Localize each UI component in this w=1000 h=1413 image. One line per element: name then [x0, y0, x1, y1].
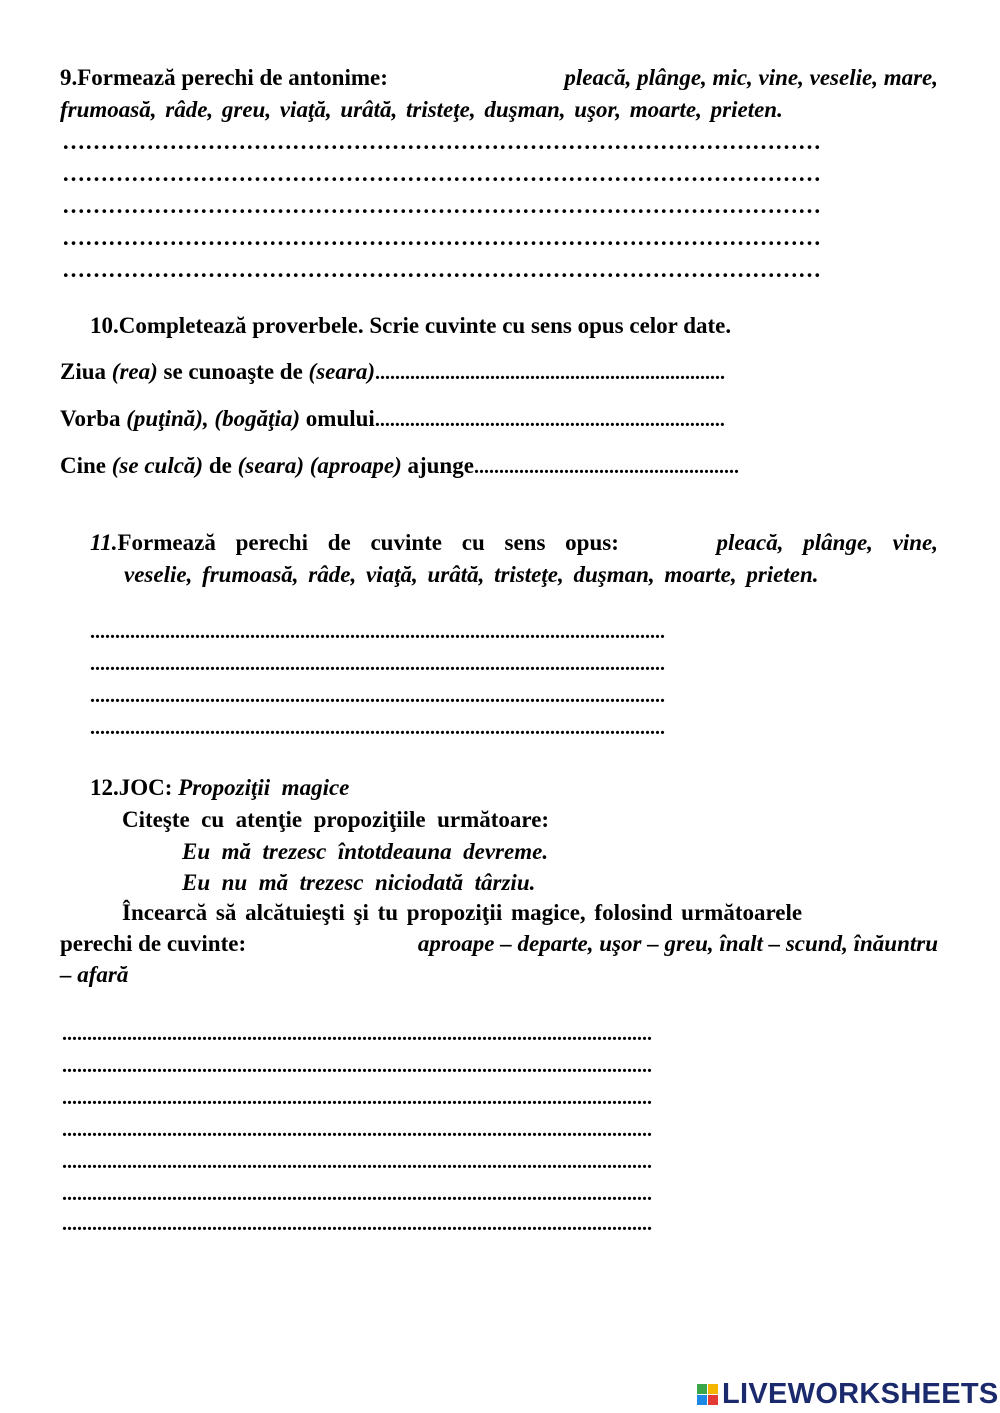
- text: Ziua: [60, 359, 112, 384]
- logo-square: [697, 1395, 707, 1405]
- ex9-words-line1: pleacă, plânge, mic, vine, veselie, mare,: [564, 65, 938, 90]
- text: ajunge: [401, 453, 474, 478]
- answer-line[interactable]: ......................................................................................................................: [62, 1152, 652, 1172]
- answer-line[interactable]: ......................................................................................................................: [62, 1088, 652, 1108]
- ex12-task-text: perechi de cuvinte:: [60, 931, 247, 956]
- answer-line[interactable]: ………………………………………………………………………………………: [62, 194, 821, 217]
- ex11-words-line2: veselie, frumoasă, râde, viaţă, urâtă, tristeţe, duşman, moarte, prieten.: [124, 562, 819, 587]
- text: omului: [300, 406, 375, 431]
- text: Cine: [60, 453, 112, 478]
- liveworksheets-logo: [697, 1379, 999, 1409]
- ex11-line1: [90, 531, 938, 554]
- ex10-proverb-2: [60, 407, 725, 430]
- answer-line[interactable]: ...................................................................................................................: [90, 622, 665, 642]
- hint: (se culcă): [111, 453, 204, 478]
- answer-line[interactable]: ......................................................................................................................: [62, 1024, 652, 1044]
- answer-line[interactable]: ......................................................................................................................: [62, 1214, 652, 1234]
- answer-line[interactable]: ...................................................................................................................: [90, 686, 665, 706]
- ex11-number: 11.: [90, 530, 118, 555]
- ex11-label: Formează perechi de cuvinte cu sens opus:: [117, 530, 619, 555]
- ex12-word-pairs: aproape – departe, uşor – greu, înalt – scund, înăuntru: [417, 931, 938, 956]
- text: de: [203, 453, 238, 478]
- ex12-task-line1: [122, 901, 938, 924]
- logo-square: [697, 1384, 707, 1394]
- ex12-task-line2: [60, 932, 938, 955]
- answer-blank[interactable]: ......................................................................: [374, 362, 725, 384]
- logo-text: LIVEWORKSHEETS: [722, 1377, 999, 1410]
- answer-line[interactable]: ......................................................................................................................: [62, 1056, 652, 1076]
- ex12-title: 12.JOC:: [90, 775, 173, 800]
- logo-square: [708, 1395, 718, 1405]
- hint: (rea): [111, 359, 158, 384]
- ex9-line1: [60, 66, 938, 89]
- hint: (puţină), (bogăţia): [126, 406, 301, 431]
- ex12-word-pairs-end: – afară: [60, 962, 129, 987]
- answer-blank[interactable]: .....................................................: [473, 456, 739, 478]
- answer-line[interactable]: ………………………………………………………………………………………: [62, 226, 821, 249]
- ex12-subtitle: Propoziţii magice: [178, 775, 350, 800]
- logo-mark-icon: [697, 1384, 718, 1405]
- answer-line[interactable]: ………………………………………………………………………………………: [62, 258, 821, 281]
- ex10-title: 10.Completează proverbele. Scrie cuvinte cu sens opus celor date.: [90, 313, 732, 338]
- answer-blank[interactable]: ......................................................................: [374, 409, 725, 431]
- ex12-example-2: Eu nu mă trezesc niciodată târziu.: [182, 870, 536, 895]
- ex12-instruction: Citeşte cu atenţie propoziţiile următoare:: [122, 807, 550, 832]
- ex9-label: 9.Formează perechi de antonime:: [60, 65, 388, 90]
- text: Vorba: [60, 406, 127, 431]
- ex11-words-line1: pleacă, plânge, vine,: [716, 530, 938, 555]
- answer-line[interactable]: ......................................................................................................................: [62, 1184, 652, 1204]
- ex9-words-line2: frumoasă, râde, greu, viaţă, urâtă, tristeţe, duşman, uşor, moarte, prieten.: [60, 97, 783, 122]
- logo-square: [708, 1384, 718, 1394]
- answer-line[interactable]: ………………………………………………………………………………………: [62, 130, 821, 153]
- answer-line[interactable]: ......................................................................................................................: [62, 1120, 652, 1140]
- ex12-task-text: Încearcă să alcătuieşti şi tu propoziţii magice, folosind următoarele: [122, 900, 803, 925]
- ex10-proverb-1: [60, 360, 725, 383]
- hint: (seara) (aproape): [237, 453, 402, 478]
- ex12-heading: [90, 776, 349, 799]
- ex10-proverb-3: [60, 454, 739, 477]
- answer-line[interactable]: ………………………………………………………………………………………: [62, 162, 821, 185]
- ex12-example-1: Eu mă trezesc întotdeauna devreme.: [182, 839, 549, 864]
- answer-line[interactable]: ...................................................................................................................: [90, 654, 665, 674]
- answer-line[interactable]: ...................................................................................................................: [90, 718, 665, 738]
- text: se cunoaşte de: [157, 359, 309, 384]
- hint: (seara): [308, 359, 375, 384]
